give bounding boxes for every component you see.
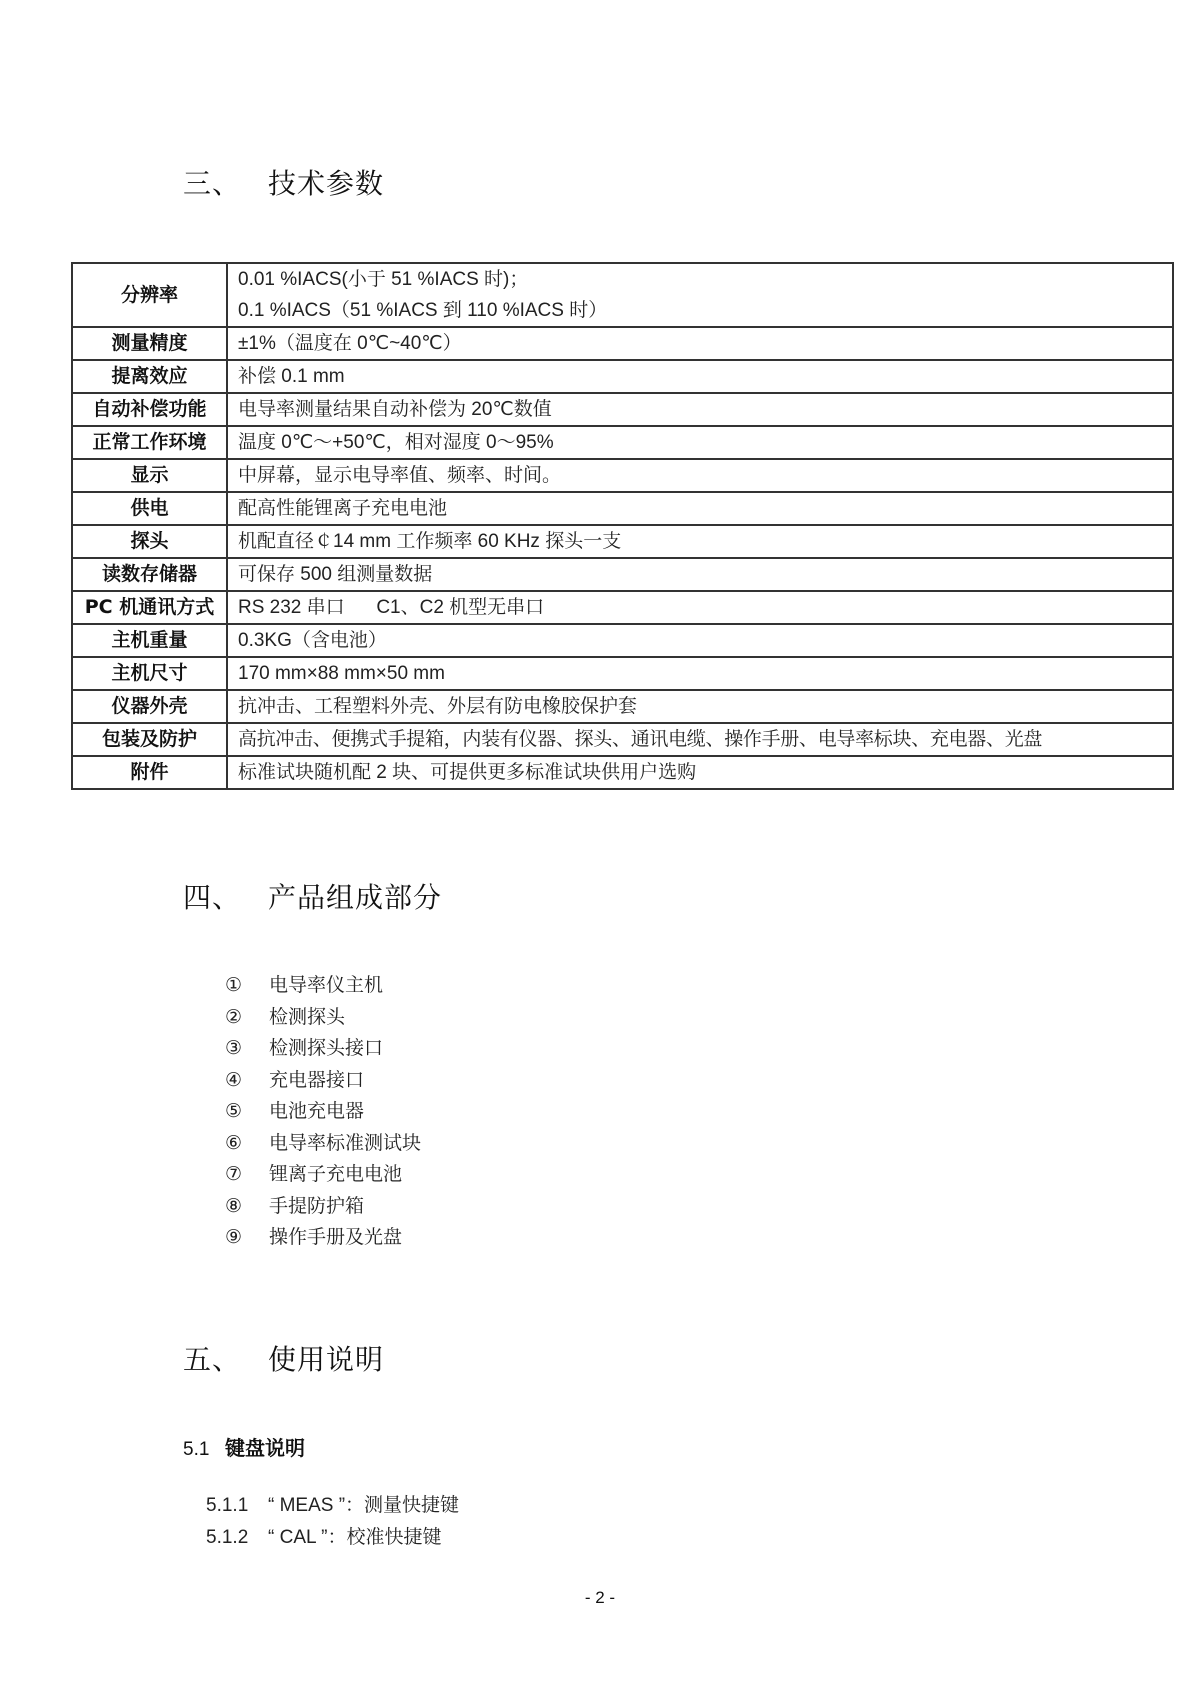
spec-value: 高抗冲击、便携式手提箱，内装有仪器、探头、通讯电缆、操作手册、电导率标块、充电器、光盘 xyxy=(227,723,1173,756)
table-row xyxy=(72,723,1173,756)
spec-value: 抗冲击、工程塑料外壳、外层有防电橡胶保护套 xyxy=(227,690,1173,723)
key-descriptions xyxy=(206,1490,459,1553)
spec-key: 测量精度 xyxy=(72,327,227,360)
spec-key: 仪器外壳 xyxy=(72,690,227,723)
section-title: 使用说明 xyxy=(268,1343,385,1376)
spec-key: PC 机通讯方式 xyxy=(72,591,227,624)
spec-value: 0.3KG（含电池） xyxy=(227,624,1173,657)
spec-value: 配高性能锂离子充电电池 xyxy=(227,492,1173,525)
spec-key: 主机重量 xyxy=(72,624,227,657)
spec-value: 温度 0℃～+50℃，相对湿度 0～95% xyxy=(227,426,1173,459)
spec-key: 主机尺寸 xyxy=(72,657,227,690)
list-item-label: 检测探头 xyxy=(269,1005,346,1028)
table-row xyxy=(72,591,1173,624)
section-title: 产品组成部分 xyxy=(268,881,443,914)
spec-value: ±1%（温度在 0℃~40℃） xyxy=(227,327,1173,360)
subsection-title: 键盘说明 xyxy=(225,1436,305,1460)
list-item-label: 充电器接口 xyxy=(269,1068,365,1091)
list-item xyxy=(225,1191,421,1223)
list-item xyxy=(225,1096,421,1128)
table-row xyxy=(72,492,1173,525)
spec-key: 显示 xyxy=(72,459,227,492)
spec-value: 170 mm×88 mm×50 mm xyxy=(227,657,1173,690)
spec-table xyxy=(71,262,1174,790)
section-title: 技术参数 xyxy=(268,167,385,200)
spec-key: 自动补偿功能 xyxy=(72,393,227,426)
list-item xyxy=(225,1222,421,1254)
section-number: 三、 xyxy=(183,167,242,200)
spec-value xyxy=(227,263,1173,327)
table-row xyxy=(72,657,1173,690)
circled-number: ④ xyxy=(225,1068,243,1091)
spec-key: 正常工作环境 xyxy=(72,426,227,459)
list-item-label: 操作手册及光盘 xyxy=(269,1226,403,1248)
circled-number: ⑨ xyxy=(225,1226,243,1248)
circled-number: ⑥ xyxy=(225,1131,243,1154)
spec-value-line: 0.1 %IACS（51 %IACS 到 110 %IACS 时） xyxy=(238,300,608,321)
spec-key: 读数存储器 xyxy=(72,558,227,591)
key-item xyxy=(206,1490,459,1522)
parts-list xyxy=(225,970,421,1254)
circled-number: ② xyxy=(225,1005,243,1028)
spec-key: 供电 xyxy=(72,492,227,525)
table-row xyxy=(72,756,1173,789)
spec-value: 电导率测量结果自动补偿为 20℃数值 xyxy=(227,393,1173,426)
table-row xyxy=(72,327,1173,360)
table-row xyxy=(72,558,1173,591)
circled-number: ③ xyxy=(225,1037,243,1059)
table-row xyxy=(72,459,1173,492)
spec-value: 可保存 500 组测量数据 xyxy=(227,558,1173,591)
page-number: - 2 - xyxy=(584,1588,616,1607)
spec-value: 补偿 0.1 mm xyxy=(227,360,1173,393)
section-number: 四、 xyxy=(183,881,242,914)
list-item-label: 电导率标准测试块 xyxy=(269,1131,422,1154)
list-item-label: 电导率仪主机 xyxy=(269,974,384,996)
spec-key: 提离效应 xyxy=(72,360,227,393)
list-item xyxy=(225,1033,421,1065)
table-row xyxy=(72,624,1173,657)
table-row xyxy=(72,393,1173,426)
key-item xyxy=(206,1522,459,1554)
key-item-number: 5.1.1 xyxy=(206,1495,249,1516)
section-heading-product-components xyxy=(183,876,442,916)
spec-value-line: 0.01 %IACS(小于 51 %IACS 时)； xyxy=(238,269,529,290)
spec-value: 标准试块随机配 2 块、可提供更多标准试块供用户选购 xyxy=(227,756,1173,789)
spec-key: 探头 xyxy=(72,525,227,558)
section-number: 五、 xyxy=(183,1343,242,1376)
list-item xyxy=(225,1002,421,1034)
list-item-label: 手提防护箱 xyxy=(269,1194,365,1217)
table-row xyxy=(72,360,1173,393)
circled-number: ⑧ xyxy=(225,1194,243,1217)
spec-value: 中屏幕，显示电导率值、频率、时间。 xyxy=(227,459,1173,492)
key-item-text: “ MEAS ”：测量快捷键 xyxy=(268,1495,460,1516)
subsection-heading-keyboard xyxy=(183,1432,305,1461)
table-row xyxy=(72,690,1173,723)
subsection-number: 5.1 xyxy=(183,1439,210,1460)
list-item xyxy=(225,970,421,1002)
key-item-text: “ CAL ”：校准快捷键 xyxy=(268,1526,442,1548)
table-row xyxy=(72,263,1173,327)
list-item-label: 检测探头接口 xyxy=(269,1037,384,1059)
list-item xyxy=(225,1159,421,1191)
key-item-number: 5.1.2 xyxy=(206,1526,249,1548)
circled-number: ⑤ xyxy=(225,1100,243,1122)
table-row xyxy=(72,426,1173,459)
circled-number: ⑦ xyxy=(225,1163,243,1185)
spec-key: 附件 xyxy=(72,756,227,789)
spec-key: 包装及防护 xyxy=(72,723,227,756)
spec-value: 机配直径￠14 mm 工作频率 60 KHz 探头一支 xyxy=(227,525,1173,558)
list-item xyxy=(225,1065,421,1097)
circled-number: ① xyxy=(225,974,243,996)
spec-key: 分辨率 xyxy=(72,263,227,327)
spec-value: RS 232 串口 C1、C2 机型无串口 xyxy=(227,591,1173,624)
list-item-label: 锂离子充电电池 xyxy=(269,1163,403,1185)
list-item xyxy=(225,1128,421,1160)
table-row xyxy=(72,525,1173,558)
list-item-label: 电池充电器 xyxy=(269,1100,365,1122)
section-heading-usage-instructions xyxy=(183,1338,384,1378)
section-heading-technical-parameters xyxy=(183,162,384,202)
